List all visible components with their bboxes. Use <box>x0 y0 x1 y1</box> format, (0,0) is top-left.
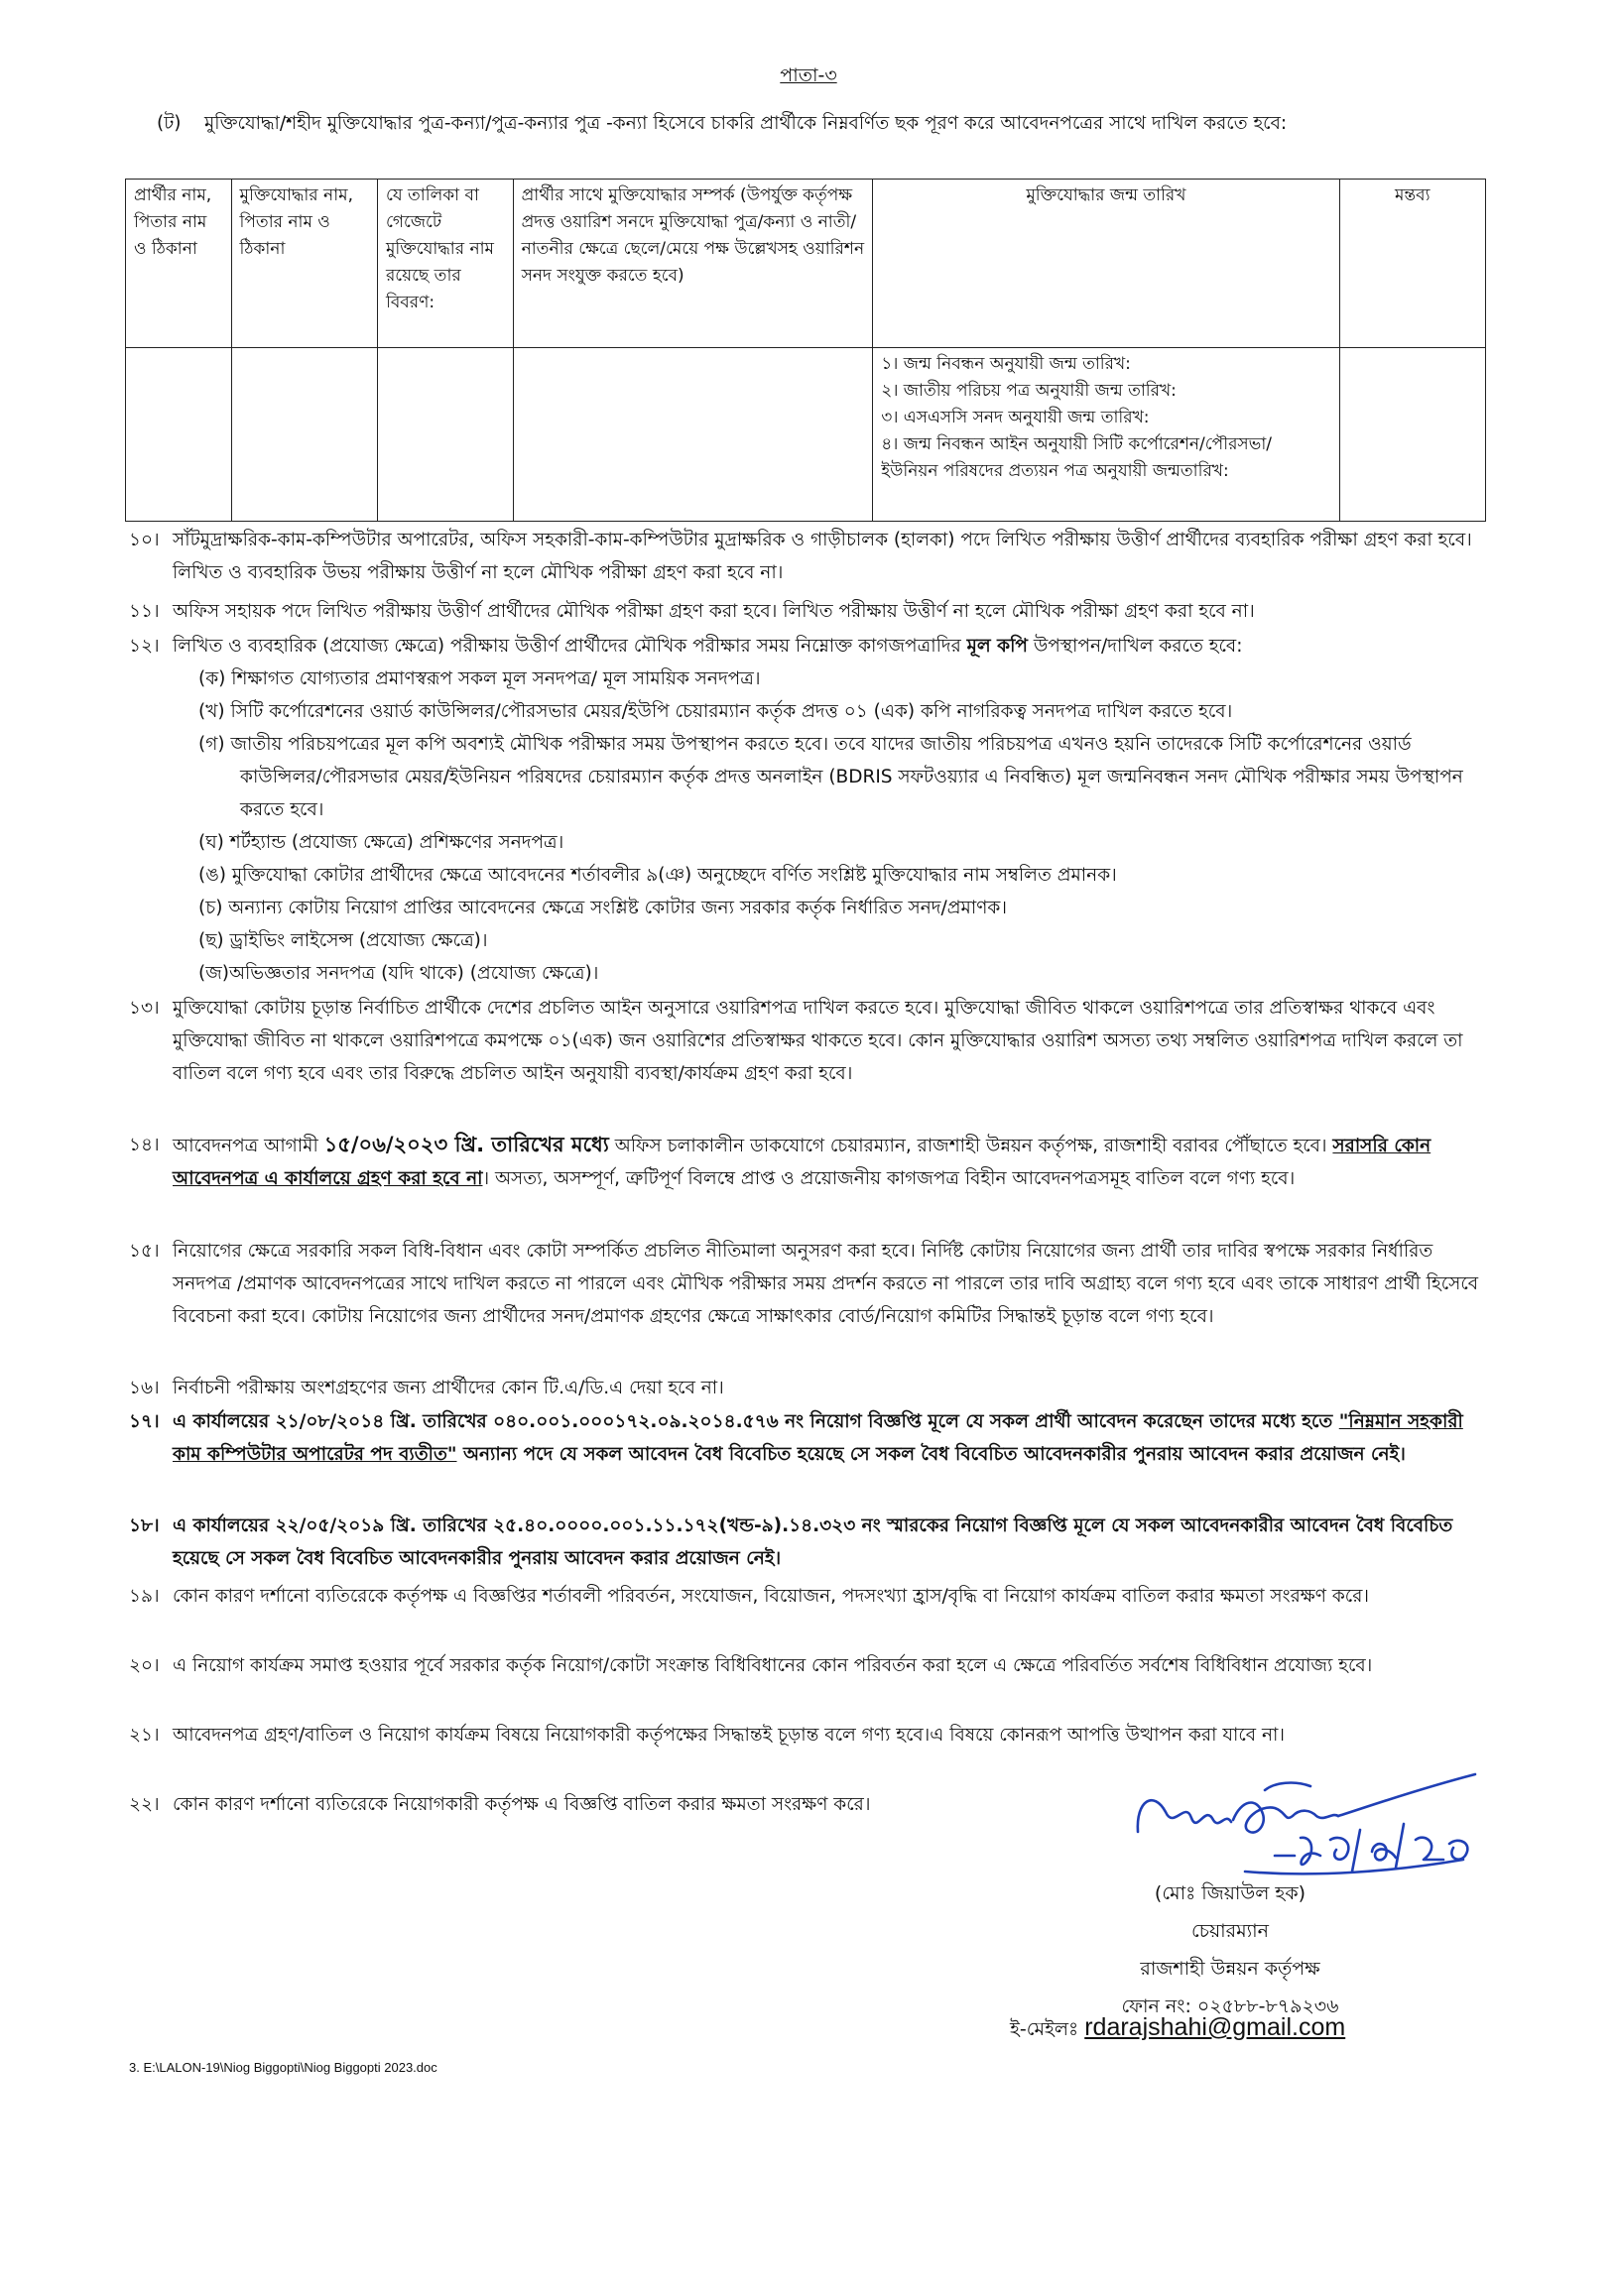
item-t-text: মুক্তিযোদ্ধা/শহীদ মুক্তিযোদ্ধার পুত্র-কন্যা/পুত্র-কন্যার পুত্র -কন্যা হিসেবে চাকরি প্রার্থীকে নিম্নবর্ণিত ছক পূরণ করে আবেদনপত্রের সাথে দাখিল করতে হবে: <box>204 113 1288 134</box>
item-text: অফিস চলাকালীন ডাকযোগে চেয়ারম্যান, রাজশাহী উন্নয়ন কর্তৃপক্ষ, রাজশাহী বরাবর পৌঁছাতে হবে। <box>608 1136 1333 1156</box>
signatory-designation: চেয়ারম্যান <box>1190 1920 1270 1942</box>
item-text: নির্বাচনী পরীক্ষায় অংশগ্রহণের জন্য প্রার্থীদের কোন টি.এ/ডি.এ দেয়া হবে না। <box>173 1378 724 1398</box>
birth-date-line: ৪। জন্ম নিবন্ধন আইন অনুযায়ী সিটি কর্পোরেশন/পৌরসভা/ ইউনিয়ন পরিষদের প্রত্যয়ন পত্র অনুযায়ী জন্মতারিখ: <box>881 434 1272 481</box>
email-address-link[interactable]: rdarajshahi@gmail.com <box>1084 2013 1346 2041</box>
birth-date-line: ৩। এসএসসি সনদ অনুযায়ী জন্ম তারিখ: <box>881 408 1150 427</box>
item-text: কোন কারণ দর্শানো ব্যতিরেকে নিয়োগকারী কর্তৃপক্ষ এ বিজ্ঞপ্তি বাতিল করার ক্ষমতা সংরক্ষণ করে। <box>173 1794 871 1815</box>
signatory-office: রাজশাহী উন্নয়ন কর্তৃপক্ষ <box>1140 1958 1320 1980</box>
item-12 <box>129 630 1491 663</box>
item-text: আবেদনপত্র গ্রহণ/বাতিল ও নিয়োগ কার্যক্রম বিষয়ে নিয়োগকারী কর্তৃপক্ষের সিদ্ধান্তই চূড়ান্ত বলে গণ্য হবে।এ বিষয়ে কোনরূপ আপত্তি উত্থাপন করা যাবে না। <box>173 1725 1286 1746</box>
item-text: এ নিয়োগ কার্যক্রম সমাপ্ত হওয়ার পূর্বে সরকার কর্তৃক নিয়োগ/কোটা সংক্রান্ত বিধিবিধানের কোন পরিবর্তন করা হলে এ ক্ষেত্রে পরিবর্তিত সর্বশেষ বিধিবিধান প্রযোজ্য হবে। <box>173 1655 1373 1676</box>
cell-empty <box>513 348 873 522</box>
item-13 <box>129 992 1491 1090</box>
item-number: ২১। <box>129 1725 160 1746</box>
item-text: সাঁটমুদ্রাক্ষরিক-কাম-কম্পিউটার অপারেটর, অফিস সহকারী-কাম-কম্পিউটার মুদ্রাক্ষরিক ও গাড়ীচালক (হালকা) পদে লিখিত পরীক্ষায় উত্তীর্ণ প্রার্থীদের ব্যবহারিক পরীক্ষা গ্রহণ করা হবে। লিখিত ও ব্যবহারিক উভয় পরীক্ষায় উত্তীর্ণ না হলে মৌখিক পরীক্ষা গ্রহণ করা হবে না। <box>173 530 1472 583</box>
item-12-sub-cha: (চ) অন্যান্য কোটায় নিয়োগ প্রাপ্তির আবেদনের ক্ষেত্রে সংশ্লিষ্ট কোটার জন্য সরকার কর্তৃক নির্ধারিত সনদ/প্রমাণক। <box>198 898 1007 918</box>
item-text-bold: মূল কপি <box>966 636 1028 657</box>
item-text: । অসত্য, অসম্পূর্ণ, ত্রুটিপূর্ণ বিলম্বে প্রাপ্ত ও প্রয়োজনীয় কাগজপত্র বিহীন আবেদনপত্রসমূহ বাতিল বলে গণ্য হবে। <box>482 1168 1296 1189</box>
freedom-fighter-form-table <box>125 179 1486 522</box>
signatory-block <box>992 1874 1468 2025</box>
item-12-sub-kha: (খ) সিটি কর্পোরেশনের ওয়ার্ড কাউন্সিলর/পৌরসভার মেয়র/ইউপি চেয়ারম্যান কর্তৃক প্রদত্ত ০১ (এক) কপি নাগরিকত্ব সনদপত্র দাখিল করতে হবে। <box>198 701 1233 722</box>
birth-date-line: ২। জাতীয় পরিচয় পত্র অনুযায়ী জন্ম তারিখ: <box>881 381 1177 401</box>
item-text: উপস্থাপন/দাখিল করতে হবে: <box>1027 636 1243 657</box>
item-text: এ কার্যালয়ের ২১/০৮/২০১৪ খ্রি. তারিখের ০৪০.০০১.০০০১৭২.০৯.২০১৪.৫৭৬ নং নিয়োগ বিজ্ঞপ্তি মূলে যে সকল প্রার্থী আবেদন করেছেন তাদের মধ্যে হতে <box>173 1411 1339 1432</box>
item-11 <box>129 595 1491 628</box>
cell-empty <box>126 348 232 522</box>
item-number: ১২। <box>129 636 160 657</box>
item-number: ১৮। <box>129 1515 160 1536</box>
item-number: ১৬। <box>129 1378 160 1398</box>
item-t-marker: (ট) <box>157 113 182 134</box>
page-number: পাতা-৩ <box>780 64 837 86</box>
item-text: আবেদনপত্র আগামী <box>173 1136 324 1156</box>
col-remarks: মন্তব্য <box>1339 180 1485 348</box>
item-text: লিখিত ও ব্যবহারিক (প্রযোজ্য ক্ষেত্রে) পরীক্ষায় উত্তীর্ণ প্রার্থীদের মৌখিক পরীক্ষার সময় নিম্নোক্ত কাগজপত্রাদির <box>173 636 967 657</box>
item-number: ২২। <box>129 1794 160 1815</box>
signatory-phone: ফোন নং: ০২৫৮৮-৮৭৯২৩৬ <box>1121 1995 1339 2017</box>
no-direct-submission-text: সরাসরি কোন আবেদনপত্র এ কার্যালয়ে গ্রহণ করা হবে না <box>173 1136 1431 1189</box>
item-12-sub-ga-text: (গ) জাতীয় পরিচয়পত্রের মূল কপি অবশ্যই মৌখিক পরীক্ষার সময় উপস্থাপন করতে হবে। তবে যাদের জাতীয় পরিচয়পত্র এখনও হয়নি তাদেরকে সিটি কর্পোরেশনের ওয়ার্ড কাউন্সিলর/পৌরসভার মেয়র/ইউনিয়ন পরিষদের চেয়ারম্যান কর্তৃক প্রদত্ত অনলাইন (BDRIS সফটওয়্যার এ নিবন্ধিত) মূল জন্মনিবন্ধন সনদ মৌখিক পরীক্ষার সময় উপস্থাপন করতে হবে। <box>198 734 1463 820</box>
item-text: অন্যান্য পদে যে সকল আবেদন বৈধ বিবেচিত হয়েছে সে সকল বৈধ বিবেচিত আবেদনকারীর পুনরায় আবেদন করার প্রয়োজন নেই। <box>456 1444 1406 1465</box>
birth-date-line: ১। জন্ম নিবন্ধন অনুযায়ী জন্ম তারিখ: <box>881 354 1131 374</box>
col-relation: প্রার্থীর সাথে মুক্তিযোদ্ধার সম্পর্ক (উপর্যুক্ত কর্তৃপক্ষ প্রদত্ত ওয়ারিশ সনদে মুক্তিযোদ্ধা পুত্র/কন্যা ও নাতী/নাতনীর ক্ষেত্রে ছেলে/মেয়ে পক্ষ উল্লেখসহ ওয়ারিশন সনদ সংযুক্ত করতে হবে) <box>513 180 873 348</box>
item-number: ১৪। <box>129 1135 160 1155</box>
col-candidate: প্রার্থীর নাম, পিতার নাম ও ঠিকানা <box>126 180 232 348</box>
item-10 <box>129 524 1491 589</box>
item-12-sub-gha: (ঘ) শর্টহ্যান্ড (প্রযোজ্য ক্ষেত্রে) প্রশিক্ষণের সনদপত্র। <box>198 832 564 853</box>
deadline-text: ১৫/০৬/২০২৩ খ্রি. তারিখের মধ্যে <box>323 1133 609 1156</box>
item-number: ১৯। <box>129 1586 160 1607</box>
item-number: ১৫। <box>129 1241 160 1262</box>
signatory-name: (মোঃ জিয়াউল হক) <box>1154 1882 1306 1904</box>
col-birth-date: মুক্তিযোদ্ধার জন্ম তারিখ <box>873 180 1339 348</box>
cell-empty <box>231 348 377 522</box>
item-12-sub-umo: (ঙ) মুক্তিযোদ্ধা কোটার প্রার্থীদের ক্ষেত্রে আবেদনের শর্তাবলীর ৯(ঞ) অনুচ্ছেদে বর্ণিত সংশ্লিষ্ট মুক্তিযোদ্ধার নাম সম্বলিত প্রমানক। <box>198 865 1117 886</box>
item-21 <box>129 1719 1491 1752</box>
signatory-email <box>1010 2013 1345 2047</box>
cell-birth-date-list <box>873 348 1339 522</box>
item-number: ১৩। <box>129 998 160 1019</box>
cell-empty <box>377 348 513 522</box>
item-text: মুক্তিযোদ্ধা কোটায় চূড়ান্ত নির্বাচিত প্রার্থীকে দেশের প্রচলিত আইন অনুসারে ওয়ারিশপত্র দাখিল করতে হবে। মুক্তিযোদ্ধা জীবিত থাকলে ওয়ারিশপত্রে তার প্রতিস্বাক্ষর থাকবে এবং মুক্তিযোদ্ধা জীবিত না থাকলে ওয়ারিশপত্রে কমপক্ষে ০১(এক) জন ওয়ারিশের প্রতিস্বাক্ষর থাকতে হবে। কোন মুক্তিযোদ্ধার ওয়ারিশ অসত্য তথ্য সম্বলিত ওয়ারিশপত্র দাখিল করলে তা বাতিল বলে গণ্য হবে এবং তার বিরুদ্ধে প্রচলিত আইন অনুযায়ী ব্যবস্থা/কার্যক্রম গ্রহণ করা হবে। <box>173 998 1463 1084</box>
item-text: অফিস সহায়ক পদে লিখিত পরীক্ষায় উত্তীর্ণ প্রার্থীদের মৌখিক পরীক্ষা গ্রহণ করা হবে। লিখিত পরীক্ষায় উত্তীর্ণ না হলে মৌখিক পরীক্ষা গ্রহণ করা হবে না। <box>173 601 1255 622</box>
item-12-sub-ga <box>198 728 1488 826</box>
col-gazette: যে তালিকা বা গেজেটে মুক্তিযোদ্ধার নাম রয়েছে তার বিবরণ: <box>377 180 513 348</box>
item-12-sub-ka: (ক) শিক্ষাগত যোগ্যতার প্রমাণস্বরূপ সকল মূল সনদপত্র/ মূল সাময়িক সনদপত্র। <box>198 668 761 689</box>
item-number: ১০। <box>129 530 160 550</box>
item-16 <box>129 1372 1491 1404</box>
email-label: ই-মেইলঃ <box>1010 2018 1085 2040</box>
col-freedom-fighter: মুক্তিযোদ্ধার নাম, পিতার নাম ও ঠিকানা <box>231 180 377 348</box>
item-17 <box>129 1405 1491 1471</box>
item-12-sub-ja: (জ)অভিজ্ঞতার সনদপত্র (যদি থাকে) (প্রযোজ্য ক্ষেত্রে)। <box>198 963 599 984</box>
item-14 <box>129 1129 1491 1195</box>
item-18 <box>129 1510 1491 1575</box>
excluded-post-text: "নিম্নমান সহকারী কাম কম্পিউটার অপারেটর পদ ব্যতীত" <box>173 1411 1463 1465</box>
item-12-sub-chha: (ছ) ড্রাইভিং লাইসেন্স (প্রযোজ্য ক্ষেত্রে)। <box>198 930 488 951</box>
cell-empty <box>1339 348 1485 522</box>
item-text: নিয়োগের ক্ষেত্রে সরকারি সকল বিধি-বিধান এবং কোটা সম্পর্কিত প্রচলিত নীতিমালা অনুসরণ করা হবে। নির্দিষ্ট কোটায় নিয়োগের জন্য প্রার্থী তার দাবির স্বপক্ষে সরকার নির্ধারিত সনদপত্র /প্রমাণক আবেদনপত্রের সাথে দাখিল করতে না পারলে এবং মৌখিক পরীক্ষার সময় প্রদর্শন করতে না পারলে তার দাবি অগ্রাহ্য বলে গণ্য হবে এবং তাকে সাধারণ প্রার্থী হিসেবে বিবেচনা করা হবে। কোটায় নিয়োগের জন্য প্রার্থীদের সনদ/প্রমাণক গ্রহণের ক্ষেত্রে সাক্ষাৎকার বোর্ড/নিয়োগ কমিটির সিদ্ধান্তই চূড়ান্ত বলে গণ্য হবে। <box>173 1241 1479 1327</box>
item-20 <box>129 1649 1491 1682</box>
item-number: ১৭। <box>129 1411 160 1432</box>
item-t <box>157 107 1491 140</box>
item-19 <box>129 1580 1491 1613</box>
item-text: কোন কারণ দর্শানো ব্যতিরেকে কর্তৃপক্ষ এ বিজ্ঞপ্তির শর্তাবলী পরিবর্তন, সংযোজন, বিয়োজন, পদসংখ্যা হ্রাস/বৃদ্ধি বা নিয়োগ কার্যক্রম বাতিল করার ক্ষমতা সংরক্ষণ করে। <box>173 1586 1369 1607</box>
item-number: ১১। <box>129 601 160 622</box>
item-15 <box>129 1235 1491 1333</box>
item-22 <box>129 1788 1220 1821</box>
item-number: ২০। <box>129 1655 160 1676</box>
item-text: এ কার্যালয়ের ২২/০৫/২০১৯ খ্রি. তারিখের ২৫.৪০.০০০০.০০১.১১.১৭২(খন্ড-৯).১৪.৩২৩ নং স্মারকের নিয়োগ বিজ্ঞপ্তি মূলে যে সকল আবেদনকারীর আবেদন বৈধ বিবেচিত হয়েছে সে সকল বৈধ বিবেচিত আবেদনকারীর পুনরায় আবেদন করার প্রয়োজন নেই। <box>173 1515 1453 1569</box>
file-path-footer: 3. E:\LALON-19\Niog Biggopti\Niog Biggopti 2023.doc <box>129 2060 437 2075</box>
